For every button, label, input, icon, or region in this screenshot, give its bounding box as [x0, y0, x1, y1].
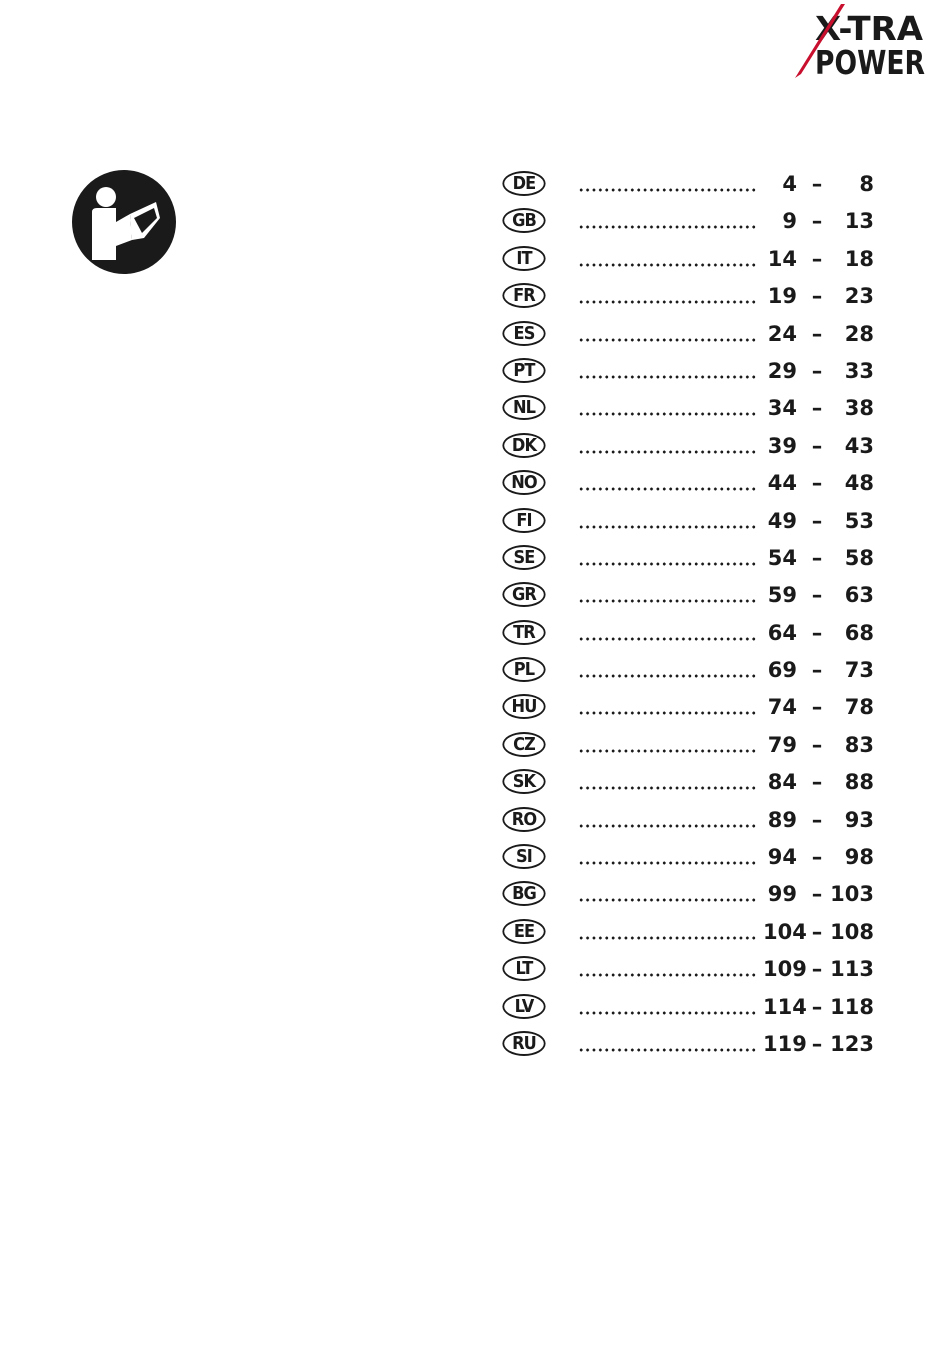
xtra-power-logo [793, 4, 929, 80]
page-range-separator: – [811, 358, 823, 383]
page-range-end: 93 [844, 807, 874, 832]
page-range-separator: – [811, 471, 823, 496]
page-range-end: 53 [844, 508, 874, 533]
dot-leader [578, 749, 758, 753]
page-range-start: 84 [767, 770, 797, 795]
language-code-badge: DK [502, 433, 545, 458]
page-range-end: 108 [830, 919, 874, 944]
page-range-end: 118 [830, 994, 874, 1019]
page-range-separator: – [811, 545, 823, 570]
page-range-end: 43 [844, 433, 874, 458]
page-range-end: 33 [844, 358, 874, 383]
page-range-start: 14 [767, 246, 797, 271]
page-range-separator: – [811, 770, 823, 795]
language-code-badge: PL [502, 657, 545, 682]
page-range-start: 114 [763, 994, 807, 1019]
toc-entry-bg [498, 875, 888, 912]
toc-entry-tr [498, 614, 888, 651]
language-code-badge: DE [502, 171, 545, 196]
language-code-badge: LT [502, 956, 545, 981]
toc-entry-gb [498, 202, 888, 239]
toc-entry-ro [498, 801, 888, 838]
page-range-end: 8 [859, 172, 874, 196]
dot-leader [578, 450, 758, 454]
page-range-start: 34 [767, 396, 797, 421]
page-range-separator: – [811, 957, 823, 982]
svg-text:X-TRA: X-TRA [815, 9, 924, 48]
dot-leader [578, 861, 758, 865]
page-range-start: 19 [767, 284, 797, 309]
page-range-separator: – [811, 433, 823, 458]
language-code-badge: FI [502, 508, 545, 533]
page-range-start: 59 [767, 583, 797, 608]
page-range-end: 48 [844, 471, 874, 496]
dot-leader [578, 487, 758, 491]
toc-entry-lv [498, 988, 888, 1025]
read-manual-icon [72, 170, 176, 274]
dot-leader [578, 973, 758, 977]
dot-leader [578, 263, 758, 267]
toc-entry-nl [498, 389, 888, 426]
page-range-end: 58 [844, 545, 874, 570]
dot-leader [578, 225, 758, 229]
page-range-end: 23 [844, 284, 874, 309]
page-range-end: 113 [830, 957, 874, 982]
dot-leader [578, 1048, 758, 1052]
page-range-separator: – [811, 1031, 823, 1056]
language-code-badge: HU [502, 694, 545, 719]
page-range-end: 63 [844, 583, 874, 608]
toc-entry-ee [498, 913, 888, 950]
page-range-separator: – [811, 172, 823, 196]
page-range-end: 98 [844, 845, 874, 870]
dot-leader [578, 824, 758, 828]
language-page-index [498, 165, 888, 1062]
language-code-badge: RU [502, 1031, 545, 1056]
page-range-separator: – [811, 620, 823, 645]
page-range-separator: – [811, 583, 823, 608]
svg-text:POWER: POWER [815, 43, 925, 82]
page-range-start: 64 [767, 620, 797, 645]
toc-entry-si [498, 838, 888, 875]
toc-entry-ru [498, 1025, 888, 1062]
toc-entry-es [498, 315, 888, 352]
language-code-badge: RO [502, 807, 545, 832]
page-range-start: 119 [763, 1031, 807, 1056]
page-range-separator: – [811, 396, 823, 421]
dot-leader [578, 786, 758, 790]
toc-entry-se [498, 539, 888, 576]
toc-entry-de [498, 165, 888, 202]
language-code-badge: BG [502, 881, 545, 906]
dot-leader [578, 637, 758, 641]
language-code-badge: PT [502, 358, 545, 383]
page-range-end: 68 [844, 620, 874, 645]
page-range-separator: – [811, 246, 823, 271]
page-range-end: 88 [844, 770, 874, 795]
page-range-end: 38 [844, 396, 874, 421]
page-range-start: 79 [767, 732, 797, 757]
language-code-badge: IT [502, 246, 545, 271]
language-code-badge: NO [502, 470, 545, 495]
page-range-start: 94 [767, 845, 797, 870]
language-code-badge: SK [502, 769, 545, 794]
dot-leader [578, 412, 758, 416]
page-range-start: 39 [767, 433, 797, 458]
toc-entry-it [498, 240, 888, 277]
page-range-separator: – [811, 658, 823, 683]
dot-leader [578, 674, 758, 678]
language-code-badge: FR [502, 283, 545, 308]
page-range-separator: – [811, 732, 823, 757]
page-range-separator: – [811, 321, 823, 346]
language-code-badge: SI [502, 844, 545, 869]
page-range-end: 103 [830, 882, 874, 907]
toc-entry-fr [498, 277, 888, 314]
language-code-badge: SE [502, 545, 545, 570]
page-range-separator: – [811, 994, 823, 1019]
toc-entry-gr [498, 576, 888, 613]
page-range-end: 28 [844, 321, 874, 346]
toc-entry-lt [498, 950, 888, 987]
page-range-start: 9 [782, 209, 797, 234]
toc-entry-no [498, 464, 888, 501]
language-code-badge: TR [502, 620, 545, 645]
page-range-separator: – [811, 807, 823, 832]
dot-leader [578, 1011, 758, 1015]
toc-entry-pt [498, 352, 888, 389]
page-range-start: 89 [767, 807, 797, 832]
dot-leader [578, 300, 758, 304]
toc-entry-pl [498, 651, 888, 688]
page-range-separator: – [811, 882, 823, 907]
page-range-end: 18 [844, 246, 874, 271]
dot-leader [578, 525, 758, 529]
page-range-separator: – [811, 919, 823, 944]
toc-entry-sk [498, 763, 888, 800]
dot-leader [578, 375, 758, 379]
page-range-end: 13 [844, 209, 874, 234]
dot-leader [578, 898, 758, 902]
toc-entry-hu [498, 688, 888, 725]
language-code-badge: CZ [502, 732, 545, 757]
language-code-badge: ES [502, 321, 545, 346]
dot-leader [578, 936, 758, 940]
dot-leader [578, 188, 758, 192]
page-range-start: 99 [767, 882, 797, 907]
page-range-start: 24 [767, 321, 797, 346]
dot-leader [578, 711, 758, 715]
page-range-separator: – [811, 209, 823, 234]
page-range-start: 104 [763, 919, 807, 944]
language-code-badge: EE [502, 919, 545, 944]
page-range-end: 83 [844, 732, 874, 757]
page-range-start: 69 [767, 658, 797, 683]
language-code-badge: LV [502, 994, 545, 1019]
dot-leader [578, 599, 758, 603]
dot-leader [578, 562, 758, 566]
page-range-start: 74 [767, 695, 797, 720]
page-range-start: 54 [767, 545, 797, 570]
page-range-separator: – [811, 508, 823, 533]
page-range-separator: – [811, 284, 823, 309]
page-range-start: 29 [767, 358, 797, 383]
page-range-separator: – [811, 845, 823, 870]
language-code-badge: GB [502, 208, 545, 233]
toc-entry-fi [498, 502, 888, 539]
page-range-start: 109 [763, 957, 807, 982]
page-range-end: 73 [844, 658, 874, 683]
page-range-start: 4 [782, 172, 797, 196]
page-range-end: 123 [830, 1031, 874, 1056]
toc-entry-cz [498, 726, 888, 763]
page-range-end: 78 [844, 695, 874, 720]
language-code-badge: NL [502, 395, 545, 420]
page-range-start: 49 [767, 508, 797, 533]
dot-leader [578, 338, 758, 342]
page-range-start: 44 [767, 471, 797, 496]
language-code-badge: GR [502, 582, 545, 607]
page-range-separator: – [811, 695, 823, 720]
toc-entry-dk [498, 427, 888, 464]
